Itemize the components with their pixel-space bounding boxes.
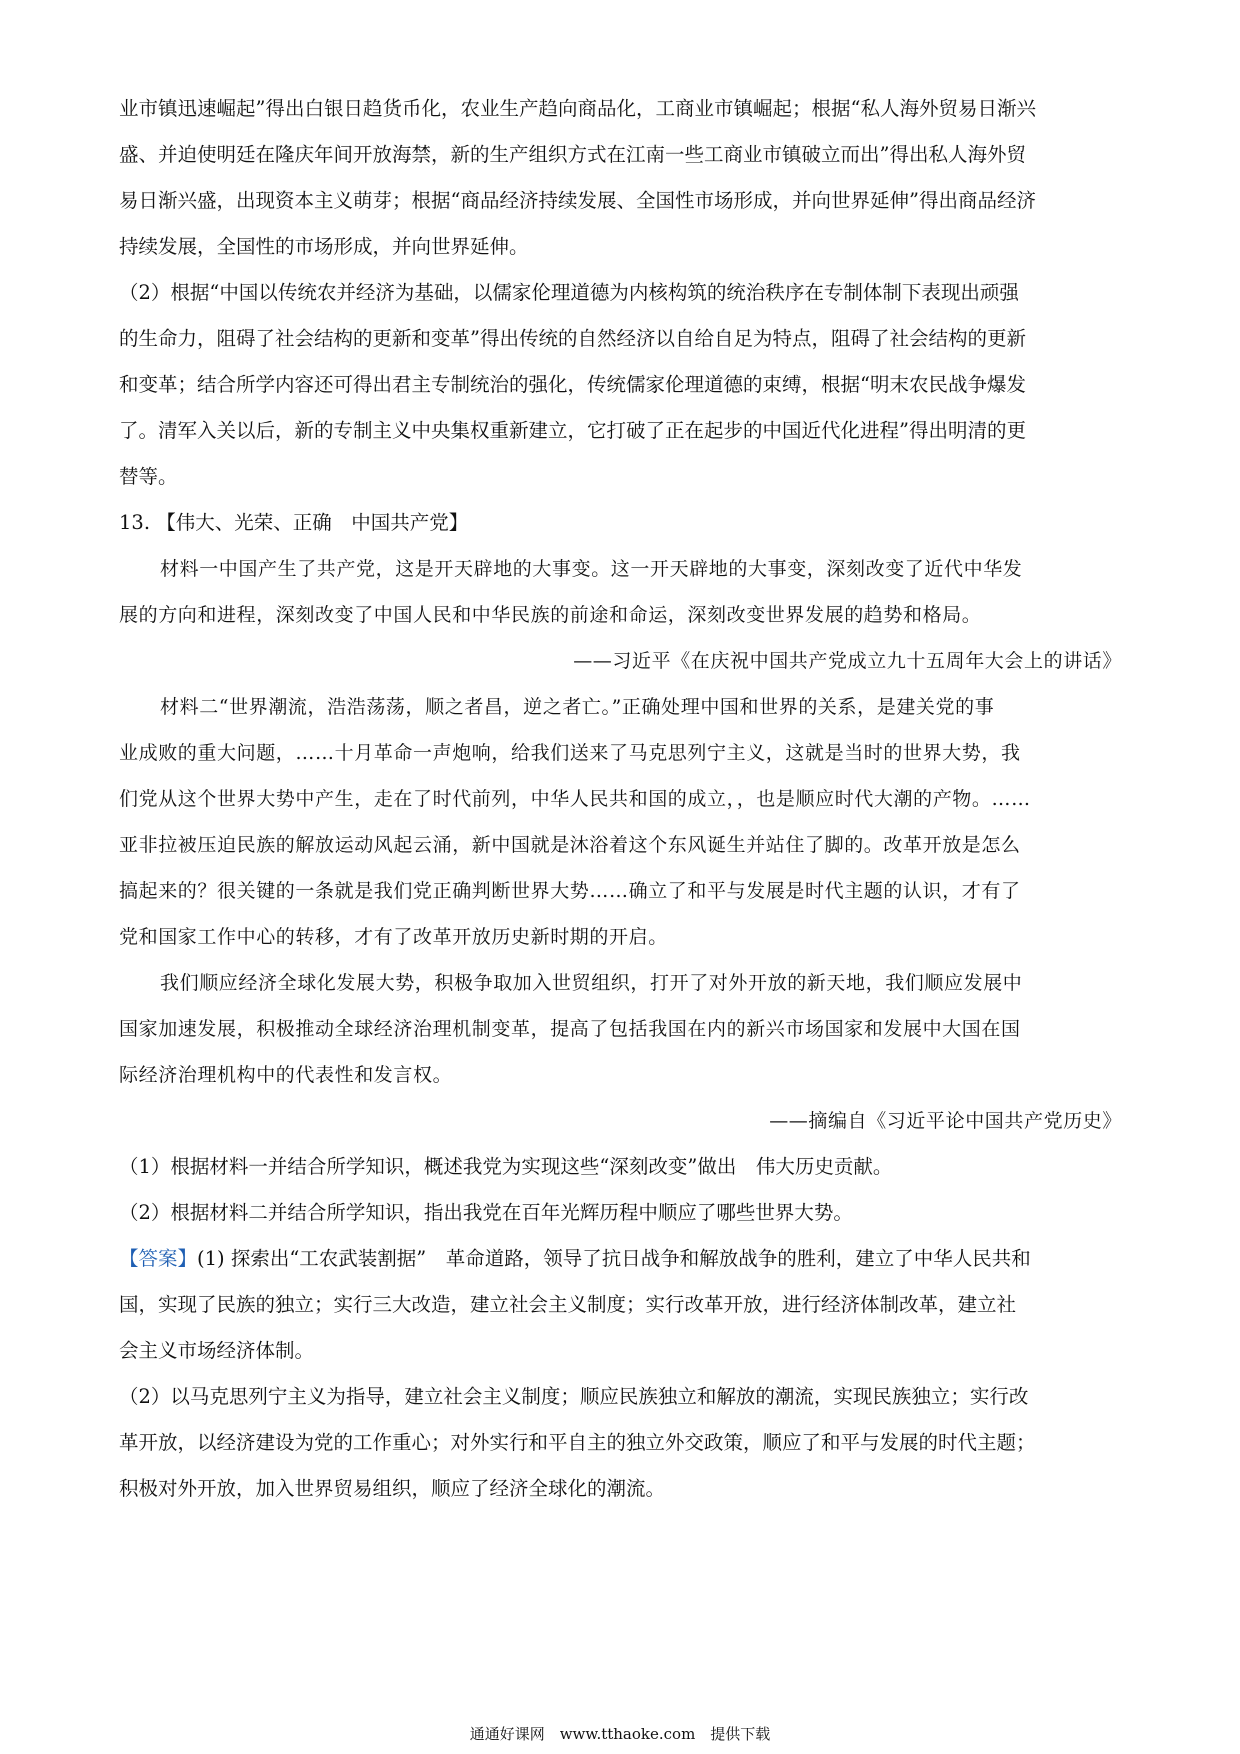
prev-answer-line: 盛、并迫使明廷在隆庆年间开放海禁，新的生产组织方式在江南一些工商业市镇破立而出”得出私人海外贸 xyxy=(119,143,1026,166)
prev-answer-line: 了。清军入关以后，新的专制主义中央集权重新建立，它打破了正在起步的中国近代化进程”得出明清的更 xyxy=(119,419,1026,442)
answer-line: （2）以马克思列宁主义为指导，建立社会主义制度；顺应民族独立和解放的潮流，实现民族独立；实行改 xyxy=(119,1385,1029,1408)
answer-line: 积极对外开放，加入世界贸易组织，顺应了经济全球化的潮流。 xyxy=(119,1477,666,1500)
material2-line: 搞起来的？很关键的一条就是我们党正确判断世界大势……确立了和平与发展是时代主题的认识，才有了 xyxy=(119,880,1021,902)
prev-answer-line: （2）根据“中国以传统农并经济为基础，以儒家伦理道德为内核构筑的统治秩序在专制体制下表现出顽强 xyxy=(119,281,1019,304)
material1-line: 材料一中国产生了共产党，这是开天辟地的大事变。这一开天辟地的大事变，深刻改变了近代中华发 xyxy=(160,558,1023,580)
material1-source: ——习近平《在庆祝中国共产党成立九十五周年大会上的讲话》 xyxy=(573,650,1122,672)
material2-line: 我们顺应经济全球化发展大势，积极争取加入世贸组织，打开了对外开放的新天地，我们顺应发展中 xyxy=(160,972,1023,994)
answer-line-1 xyxy=(119,1244,1031,1274)
answer-tag: 【答案】 xyxy=(119,1247,198,1270)
material2-line: 党和国家工作中心的转移，才有了改革开放历史新时期的开启。 xyxy=(119,926,668,948)
question-1: （1）根据材料一并结合所学知识，概述我党为实现这些“深刻改变”做出 伟大历史贡献。 xyxy=(119,1155,893,1178)
material1-line: 展的方向和进程，深刻改变了中国人民和中华民族的前途和命运，深刻改变世界发展的趋势和格局。 xyxy=(119,604,982,626)
answer-text: (1) 探索出“工农武装割据” 革命道路，领导了抗日战争和解放战争的胜利，建立了中华人民共和 xyxy=(197,1247,1031,1270)
material2-line: 们党从这个世界大势中产生，走在了时代前列，中华人民共和国的成立，，也是顺应时代大潮的产物。…… xyxy=(119,788,1031,810)
material2-line: 国家加速发展，积极推动全球经济治理机制变革，提高了包括我国在内的新兴市场国家和发展中大国在国 xyxy=(119,1018,1021,1040)
material2-source: ——摘编自《习近平论中国共产党历史》 xyxy=(769,1110,1122,1132)
prev-answer-line: 的生命力，阻碍了社会结构的更新和变革”得出传统的自然经济以自给自足为特点，阻碍了社会结构的更新 xyxy=(119,327,1026,350)
material2-line: 亚非拉被压迫民族的解放运动风起云涌，新中国就是沐浴着这个东风诞生并站住了脚的。改革开放是怎么 xyxy=(119,834,1021,856)
prev-answer-line: 易日渐兴盛，出现资本主义萌芽；根据“商品经济持续发展、全国性市场形成，并向世界延伸”得出商品经济 xyxy=(119,189,1036,212)
prev-answer-line: 业市镇迅速崛起”得出白银日趋货币化，农业生产趋向商品化，工商业市镇崛起；根据“私人海外贸易日渐兴 xyxy=(119,97,1036,120)
question-header: 13. 【伟大、光荣、正确 中国共产党】 xyxy=(119,511,469,534)
prev-answer-line: 和变革；结合所学内容还可得出君主专制统治的强化，传统儒家伦理道德的束缚，根据“明末农民战争爆发 xyxy=(119,373,1026,396)
question-2: （2）根据材料二并结合所学知识，指出我党在百年光辉历程中顺应了哪些世界大势。 xyxy=(119,1201,853,1224)
material2-line: 际经济治理机构中的代表性和发言权。 xyxy=(119,1064,453,1086)
material2-line: 业成败的重大问题，……十月革命一声炮响，给我们送来了马克思列宁主义，这就是当时的世界大势，我 xyxy=(119,742,1021,764)
answer-line: 革开放，以经济建设为党的工作重心；对外实行和平自主的独立外交政策，顺应了和平与发展的时代主题； xyxy=(119,1431,1036,1454)
prev-answer-line: 替等。 xyxy=(119,465,178,488)
page-footer: 通通好课网 www.tthaoke.com 提供下载 xyxy=(469,1725,771,1743)
answer-line: 国，实现了民族的独立；实行三大改造，建立社会主义制度；实行改革开放，进行经济体制改革，建立社 xyxy=(119,1293,1017,1316)
prev-answer-line: 持续发展，全国性的市场形成，并向世界延伸。 xyxy=(119,235,529,258)
material2-line: 材料二“世界潮流，浩浩荡荡，顺之者昌，逆之者亡。”正确处理中国和世界的关系，是建关党的事 xyxy=(160,696,995,718)
answer-line: 会主义市场经济体制。 xyxy=(119,1339,315,1362)
